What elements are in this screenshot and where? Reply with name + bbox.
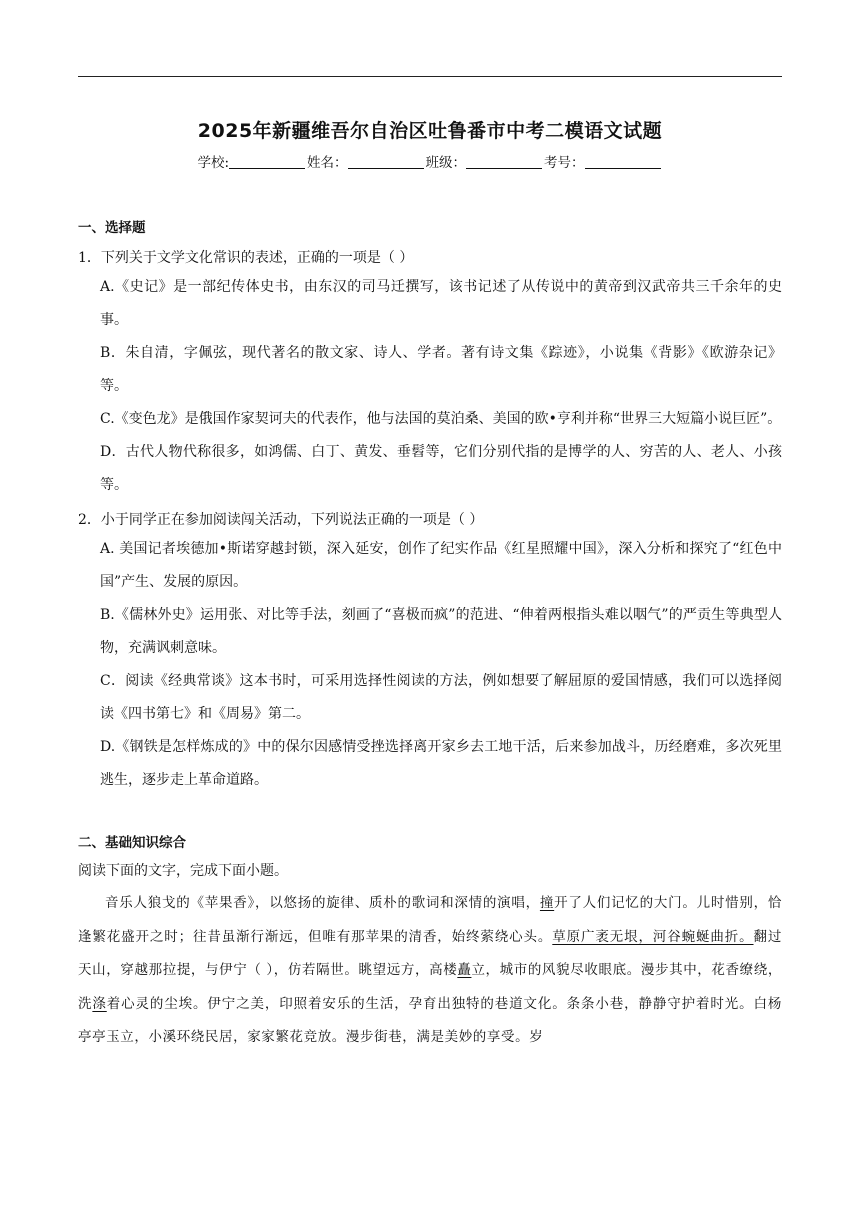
question-2-option-d: D.《钢铁是怎样炼成的》中的保尔因感情受挫选择离开家乡去工地干活，后来参加战斗，历经磨难，多次死里逃生，逐步走上革命道路。 <box>100 739 782 788</box>
passage-underlined-3: 矗 <box>457 962 472 978</box>
section-heading-choice: 一、选择题 <box>78 220 146 236</box>
question-1-stem: 1．下列关于文学文化常识的表述，正确的一项是（ ） <box>78 250 414 266</box>
name-blank[interactable] <box>348 155 424 169</box>
passage-text-5: 着心灵的尘埃。伊宁之美，印照着安乐的生活，孕育出独特的巷道文化。条条小巷，静静守护着时光。白杨亭亭玉立，小溪环绕民居，家家繁花竞放。漫步街巷，满是美妙的享受。岁 <box>78 995 782 1045</box>
passage-underlined-2: 草原广袤无垠，河谷蜿蜒曲折。 <box>552 928 754 945</box>
passage-text-4: 立，城市的风貌尽收眼底。漫步其中，花香缭绕，洗 <box>78 962 782 1012</box>
question-1-option-a: A.《史记》是一部纪传体史书，由东汉的司马迁撰写，该书记述了从传说中的黄帝到汉武帝共三千余年的史事。 <box>100 279 782 328</box>
question-2-option-b: B.《儒林外史》运用张、对比等手法，刻画了“喜极而疯”的范进、“伸着两根指头难以咽气”的严贡生等典型人物，充满讽刺意味。 <box>100 607 782 656</box>
reading-passage <box>78 887 782 1055</box>
school-label: 学校: <box>197 155 230 171</box>
class-label: 班级： <box>425 155 467 171</box>
school-blank[interactable] <box>229 155 305 169</box>
class-blank[interactable] <box>466 155 542 169</box>
name-label: 姓名： <box>307 155 348 171</box>
question-2-option-a: A. 美国记者埃德加•斯诺穿越封锁，深入延安，创作了纪实作品《红星照耀中国》，深入分析和探究了“红色中国”产生、发展的原因。 <box>100 541 782 590</box>
exam-title: 2025年新疆维吾尔自治区吐鲁番市中考二模语文试题 <box>197 120 663 142</box>
question-1-option-c: C.《变色龙》是俄国作家契诃夫的代表作，他与法国的莫泊桑、美国的欧•亨利并称“世界三大短篇小说巨匠”。 <box>100 411 782 427</box>
question-1-option-b: B．朱自清，字佩弦，现代著名的散文家、诗人、学者。著有诗文集《踪迹》，小说集《背影》《欧游杂记》等。 <box>100 345 782 394</box>
exam-number-label: 考号： <box>544 155 585 171</box>
passage-text-2: 开了人们记忆的大门。儿时惜别，恰逢繁花盛开之时；往昔虽渐行渐远，但唯有那苹果的清香，始终萦绕心头。 <box>78 895 782 945</box>
question-2-option-c: C．阅读《经典常谈》这本书时，可采用选择性阅读的方法，例如想要了解屈原的爱国情感，我们可以选择阅读《四书第七》和《周易》第二。 <box>100 673 782 722</box>
question-2-stem: 2．小于同学正在参加阅读闯关活动，下列说法正确的一项是（ ） <box>78 512 484 528</box>
exam-content <box>78 216 782 1055</box>
student-info-line <box>0 151 860 171</box>
passage-underlined-1: 撞 <box>539 895 555 911</box>
passage-underlined-4: 涤 <box>92 995 107 1012</box>
header-rule <box>78 76 782 77</box>
question-1-option-d: D．古代人物代称很多，如鸿儒、白丁、黄发、垂髫等，它们分别代指的是博学的人、穷苦的人、老人、小孩等。 <box>100 444 782 493</box>
passage-text-1: 音乐人狼戈的《苹果香》，以悠扬的旋律、质朴的歌词和深情的演唱， <box>105 895 540 911</box>
section-gap <box>78 797 782 831</box>
section-heading-basics: 二、基础知识综合 <box>78 835 186 851</box>
passage-text-3: 翻过天山，穿越那拉提，与伊宁（ ），仿若隔世。眺望远方，高楼 <box>78 928 782 978</box>
reading-instruction: 阅读下面的文字，完成下面小题。 <box>78 863 288 879</box>
exam-number-blank[interactable] <box>585 155 661 169</box>
